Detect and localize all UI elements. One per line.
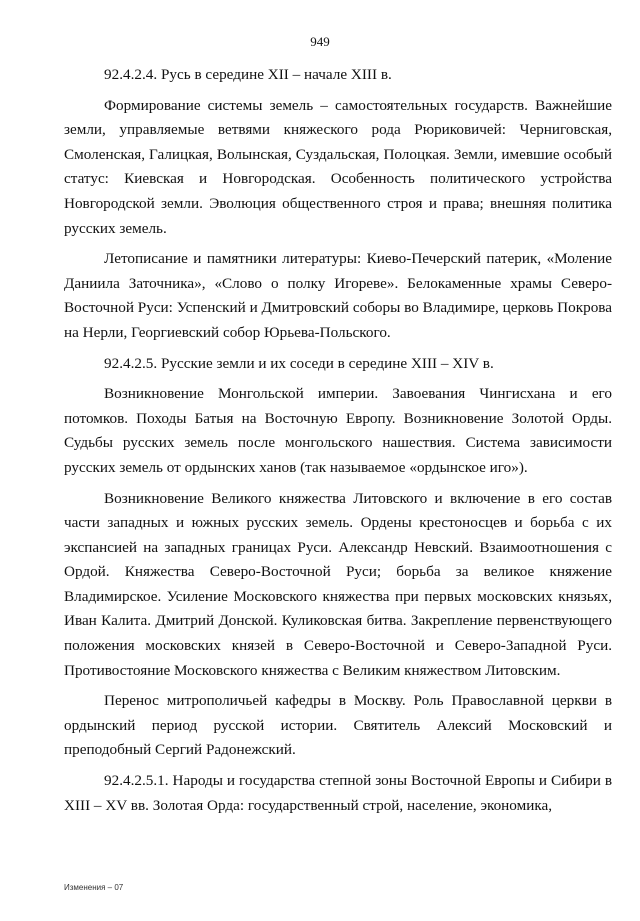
document-body — [64, 63, 612, 824]
paragraph: Перенос митрополичьей кафедры в Москву. Роль Православной церкви в ордынский период русской истории. Святитель Алексий Московский и преподобный Сергий Радонежский. — [64, 692, 612, 759]
page-number: 949 — [310, 34, 330, 49]
paragraph: 92.4.2.5.1. Народы и государства степной зоны Восточной Европы и Сибири в XIII – XV вв. Золотая Орда: государственный строй, население, экономика, — [64, 772, 612, 814]
paragraph: Летописание и памятники литературы: Киево-Печерский патерик, «Моление Даниила Заточника», «Слово о полку Игореве». Белокаменные храмы Северо-Восточной Руси: Успенский и Дмитровский соборы во Владимире, церковь Покрова на Нерли, Георгиевский собор Юрьева-Польского. — [64, 250, 612, 341]
section-heading-92-4-2-5: 92.4.2.5. Русские земли и их соседи в середине XIII – XIV в. — [104, 354, 494, 372]
paragraph: Возникновение Монгольской империи. Завоевания Чингисхана и его потомков. Походы Батыя на Восточную Европу. Возникновение Золотой Орды. Судьбы русских земель после монгольского нашествия. Система зависимости русских земель от ордынских ханов (так называемое «ордынское иго»). — [64, 385, 612, 476]
footer-revision-note: Изменения – 07 — [64, 883, 124, 892]
section-heading-92-4-2-4: 92.4.2.4. Русь в середине XII – начале XIII в. — [104, 66, 392, 83]
paragraph: Возникновение Великого княжества Литовского и включение в его состав части западных и южных русских земель. Ордены крестоносцев и борьба с их экспансией на западных границах Руси. Александр Невский. Взаимоотношения с Ордой. Княжества Северо-Восточной Руси; борьба за великое княжение Владимирское. Усиление Московского княжества при первых московских князьях, Иван Калита. Дмитрий Донской. Куликовская битва. Закрепление первенствующего положения московских князей в Северо-Восточной и Северо-Западной Руси. Противостояние Московского княжества с Великим княжеством Литовским. — [64, 489, 612, 679]
paragraph: Формирование системы земель – самостоятельных государств. Важнейшие земли, управляемые ветвями княжеского рода Рюриковичей: Черниговская, Смоленская, Галицкая, Волынская, Суздальская, Полоцкая. Земли, имевшие особый статус: Киевская и Новгородская. Особенность политического устройства Новгородской земли. Эволюция общественного строя и права; внешняя политика русских земель. — [64, 96, 612, 237]
